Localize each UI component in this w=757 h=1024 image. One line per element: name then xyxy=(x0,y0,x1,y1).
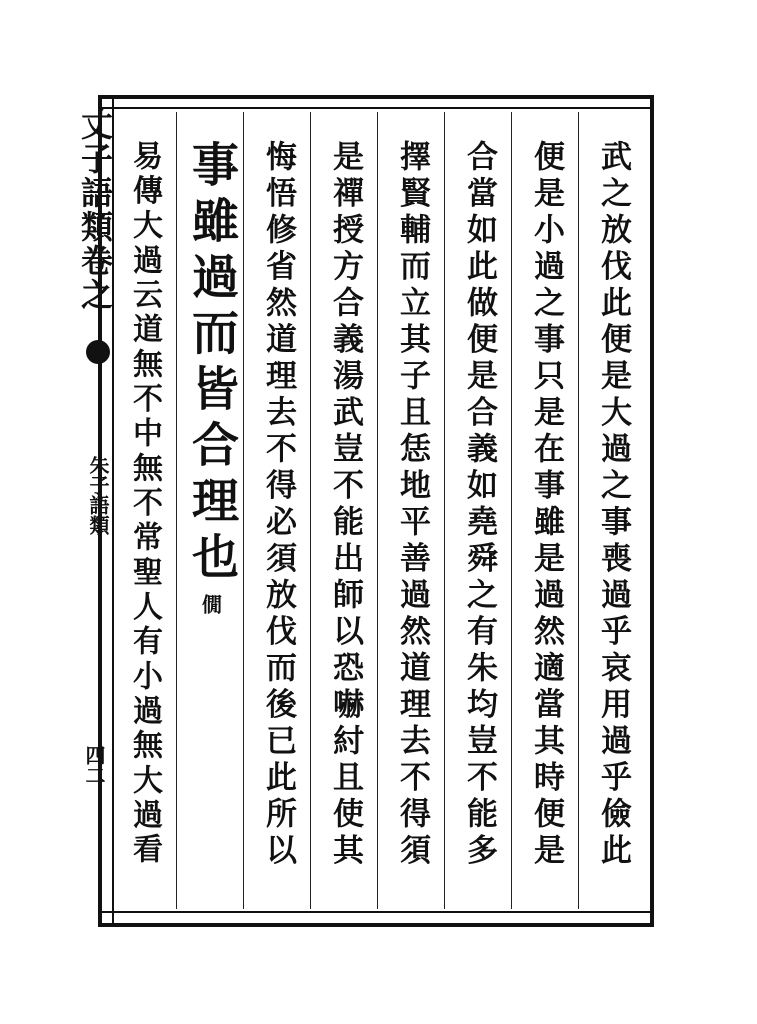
text-column-5 xyxy=(316,140,374,870)
text-column-1 xyxy=(584,140,642,870)
fish-tail-marker xyxy=(86,340,110,364)
column-text: 便是小過之事只是在事雖是過然適當其時便是 xyxy=(528,140,564,870)
column-text: 是禪授方合義湯武豈不能出師以恐嚇紂且使其 xyxy=(327,140,363,870)
text-column-6 xyxy=(249,140,307,870)
text-column-8 xyxy=(115,140,173,868)
annotation-note: 僩 xyxy=(198,594,223,614)
column-text: 事雖過而皆合理也 xyxy=(184,140,239,588)
bottom-rule xyxy=(98,911,654,913)
column-text: 合當如此做便是合義如堯舜之有朱均豈不能多 xyxy=(461,140,497,870)
column-divider xyxy=(310,112,311,909)
column-divider xyxy=(444,112,445,909)
column-text: 悔悟修省然道理去不得必須放伐而後已此所以 xyxy=(260,140,296,870)
fold-mark: 丈子語類卷之 xyxy=(76,108,114,312)
text-column-3 xyxy=(450,140,508,870)
text-column-7 xyxy=(182,140,240,614)
column-divider xyxy=(243,112,244,909)
column-divider xyxy=(578,112,579,909)
top-rule xyxy=(98,107,654,109)
column-text: 擇賢輔而立其子且恁地平善過然道理去不得須 xyxy=(394,140,430,870)
column-divider xyxy=(511,112,512,909)
column-text: 易傳大過云道無不中無不常聖人有小過無大過看 xyxy=(127,140,162,868)
column-text: 武之放伐此便是大過之事喪過乎哀用過乎儉此 xyxy=(595,140,631,870)
column-divider xyxy=(377,112,378,909)
text-column-2 xyxy=(517,140,575,870)
column-divider xyxy=(176,112,177,909)
page-number: 四二 xyxy=(82,745,106,785)
running-title: 朱子語類 xyxy=(86,455,110,535)
text-column-4 xyxy=(383,140,441,870)
